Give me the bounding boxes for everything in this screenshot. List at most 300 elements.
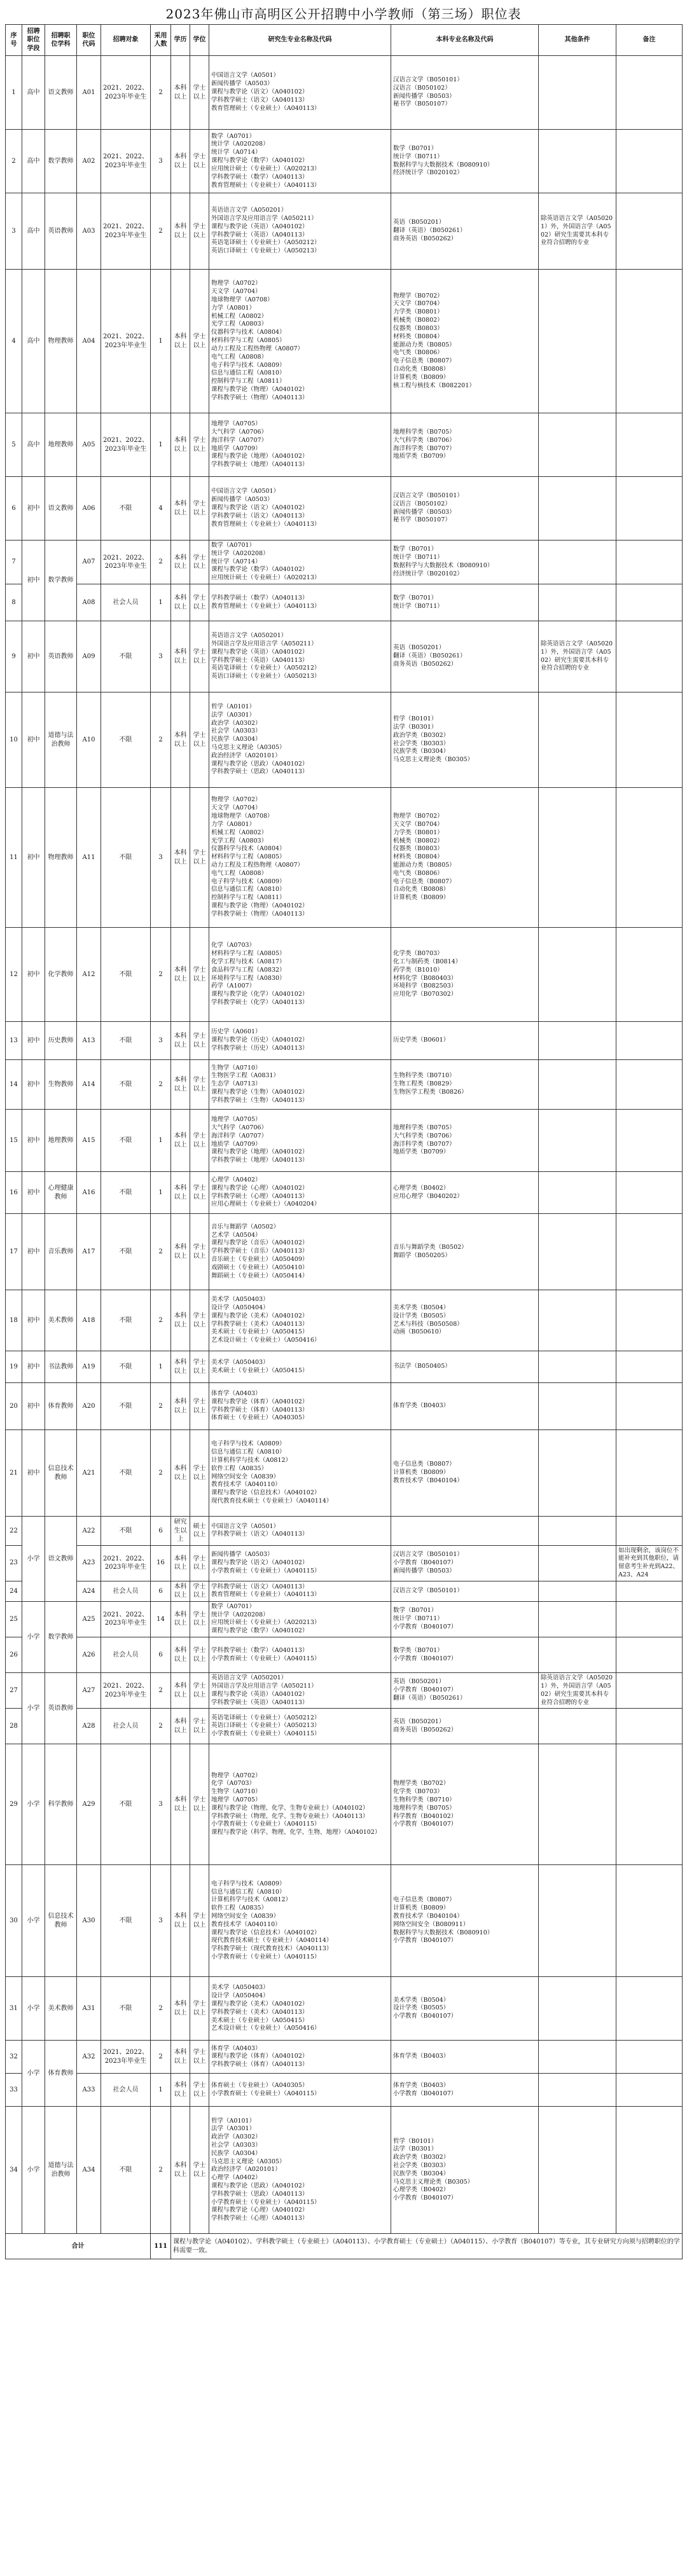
degree-cell: 学士以上 — [190, 1214, 209, 1290]
position-code: A15 — [77, 1110, 101, 1172]
subject-cell: 地理教师 — [45, 1110, 77, 1172]
headcount-cell: 2 — [151, 1060, 171, 1110]
education-cell: 本科以上 — [171, 1060, 190, 1110]
remark-cell — [616, 1351, 683, 1383]
headcount-cell: 3 — [151, 1022, 171, 1060]
education-cell: 本科以上 — [171, 1022, 190, 1060]
stage-cell: 初中 — [22, 692, 45, 788]
stage-cell: 小学 — [22, 2041, 45, 2107]
other-conditions — [539, 477, 616, 541]
other-conditions — [539, 413, 616, 477]
degree-cell: 学士以上 — [190, 130, 209, 193]
subject-cell: 英语教师 — [45, 1673, 77, 1744]
stage-cell: 初中 — [22, 1110, 45, 1172]
graduate-majors: 英语笔译硕士（专业硕士）（A050212） 英语口译硕士（专业硕士）（A050213） 小学教育硕士（专业硕士）（A040115） — [209, 1709, 391, 1744]
degree-cell: 学士以上 — [190, 1744, 209, 1865]
remark-cell — [616, 1581, 683, 1601]
row-number: 28 — [6, 1709, 22, 1744]
graduate-majors: 地理学（A0705） 大气科学（A0706） 海洋科学（A0707） 地质学（A0709） 课程与教学论（地理）（A040102） 学科教学硕士（地理）（A040113） — [209, 1110, 391, 1172]
other-conditions — [539, 1214, 616, 1290]
table-row — [6, 1060, 683, 1110]
undergrad-majors: 美术学类（B0504） 设计学类（B0505） 艺术与科技（B050508） 动画（B050610） — [391, 1290, 539, 1351]
other-conditions — [539, 56, 616, 130]
row-number: 29 — [6, 1744, 22, 1865]
stage-cell: 初中 — [22, 1214, 45, 1290]
other-conditions — [539, 1744, 616, 1865]
target-cell: 社会人员 — [101, 1581, 151, 1601]
undergrad-majors: 英语（B050201） 翻译（英语）（B050261） 商务英语（B050262） — [391, 193, 539, 270]
subject-cell: 英语教师 — [45, 621, 77, 692]
table-row — [6, 2041, 683, 2074]
graduate-majors: 化学（A0703） 材料科学与工程（A0805） 化学工程与技术（A0817） 食品科学与工程（A0832） 环境科学与工程（A0830） 药学（A1007） 课程与教学论（化学）（A040102） 学科教学硕士（化学）（A040113） — [209, 928, 391, 1022]
education-cell: 本科以上 — [171, 1214, 190, 1290]
target-cell: 2021、2022、2023年毕业生 — [101, 56, 151, 130]
other-conditions — [539, 2041, 616, 2074]
headcount-cell: 6 — [151, 1517, 171, 1546]
table-row — [6, 541, 683, 584]
subject-cell: 生物教师 — [45, 1060, 77, 1110]
degree-cell: 学士以上 — [190, 1709, 209, 1744]
remark-cell — [616, 1110, 683, 1172]
target-cell: 不限 — [101, 788, 151, 928]
undergrad-majors — [391, 1517, 539, 1546]
degree-cell: 学士以上 — [190, 1581, 209, 1601]
other-conditions — [539, 2074, 616, 2107]
degree-cell: 学士以上 — [190, 1545, 209, 1581]
table-row — [6, 788, 683, 928]
undergrad-majors: 生物科学类（B0710） 生物工程类（B0829） 生物医学工程类（B0826） — [391, 1060, 539, 1110]
column-header: 职位 代码 — [77, 25, 101, 56]
table-row — [6, 621, 683, 692]
table-row — [6, 584, 683, 621]
education-cell: 本科以上 — [171, 1351, 190, 1383]
subject-cell: 心理健康教师 — [45, 1172, 77, 1214]
subject-cell: 语文教师 — [45, 56, 77, 130]
remark-cell — [616, 1430, 683, 1517]
graduate-majors: 英语语言文学（A050201） 外国语言学及应用语言学（A050211） 课程与教学论（英语）（A040102） 学科教学硕士（英语）（A040113） 英语笔译硕士（专业硕士）（A050212） 英语口译硕士（专业硕士）（A050213） — [209, 621, 391, 692]
undergrad-majors: 美术学类（B0504） 设计学类（B0505） 小学教育（B040107） — [391, 1977, 539, 2041]
education-cell: 本科以上 — [171, 1673, 190, 1709]
graduate-majors: 生物学（A0710） 生物医学工程（A0831） 生态学（A0713） 课程与教学论（生物）（A040102） 学科教学硕士（生物）（A040113） — [209, 1060, 391, 1110]
row-number: 8 — [6, 584, 22, 621]
subject-cell: 物理教师 — [45, 788, 77, 928]
education-cell: 本科以上 — [171, 788, 190, 928]
position-code: A13 — [77, 1022, 101, 1060]
other-conditions — [539, 1430, 616, 1517]
position-code: A29 — [77, 1744, 101, 1865]
headcount-cell: 1 — [151, 413, 171, 477]
position-code: A25 — [77, 1601, 101, 1637]
other-conditions: 除英语语言文学（A050201）外，外国语言学（A0502）研究生需要其本科专业符合招聘的专业 — [539, 193, 616, 270]
target-cell: 2021、2022、2023年毕业生 — [101, 1601, 151, 1637]
education-cell: 本科以上 — [171, 1172, 190, 1214]
other-conditions — [539, 928, 616, 1022]
education-cell: 本科以上 — [171, 1430, 190, 1517]
graduate-majors: 物理学（A0702） 天文学（A0704） 地球物理学（A0708） 力学（A0801） 机械工程（A0802） 光学工程（A0803） 仪器科学与技术（A0804） 材料科学与工程（A0805） 动力工程及工程热物理（A0807） 电气工程（A0808） 电子科学与技术（A0809） 信息与通信工程（A0810） 控制科学与工程（A0811） 课程与教学论（物理）（A040102） 学科教学硕士（物理）（A040113） — [209, 788, 391, 928]
other-conditions — [539, 1865, 616, 1977]
undergrad-majors: 汉语言文学（B050101） 小学教育（B040107） 新闻传播学（B0503） — [391, 1545, 539, 1581]
row-number: 7 — [6, 541, 22, 584]
subject-cell: 语文教师 — [45, 477, 77, 541]
headcount-cell: 6 — [151, 1637, 171, 1673]
target-cell: 不限 — [101, 621, 151, 692]
target-cell: 2021、2022、2023年毕业生 — [101, 1545, 151, 1581]
row-number: 25 — [6, 1601, 22, 1637]
education-cell: 本科以上 — [171, 1601, 190, 1637]
table-row — [6, 1110, 683, 1172]
remark-cell — [616, 477, 683, 541]
remark-cell — [616, 1383, 683, 1430]
education-cell: 本科以上 — [171, 2107, 190, 2234]
graduate-majors: 英语语言文学（A050201） 外国语言学及应用语言学（A050211） 课程与教学论（英语）（A040102） 学科教学硕士（英语）（A040113） 英语笔译硕士（专业硕士）（A050212） 英语口译硕士（专业硕士）（A050213） — [209, 193, 391, 270]
table-row — [6, 1673, 683, 1709]
stage-cell: 初中 — [22, 541, 45, 621]
subject-cell: 英语教师 — [45, 193, 77, 270]
position-code: A32 — [77, 2041, 101, 2074]
education-cell: 本科以上 — [171, 1865, 190, 1977]
graduate-majors: 地理学（A0705） 大气科学（A0706） 海洋科学（A0707） 地质学（A0709） 课程与教学论（地理）（A040102） 学科教学硕士（地理）（A040113） — [209, 413, 391, 477]
row-number: 17 — [6, 1214, 22, 1290]
table-row — [6, 1709, 683, 1744]
other-conditions — [539, 1172, 616, 1214]
undergrad-majors: 地理科学类（B0705） 大气科学类（B0706） 海洋科学类（B0707） 地质学类（B0709） — [391, 1110, 539, 1172]
position-table — [5, 24, 683, 2259]
headcount-cell: 1 — [151, 270, 171, 413]
graduate-majors: 体育硕士（专业硕士）（A040305） 小学教育硕士（专业硕士）（A040115） — [209, 2074, 391, 2107]
graduate-majors: 学科教学硕士（数学）（A040113） 小学教育硕士（专业硕士）（A040115） — [209, 1637, 391, 1673]
subject-cell: 书法教师 — [45, 1351, 77, 1383]
headcount-cell: 2 — [151, 2041, 171, 2074]
stage-cell: 初中 — [22, 788, 45, 928]
degree-cell: 学士以上 — [190, 1977, 209, 2041]
subject-cell: 物理教师 — [45, 270, 77, 413]
subject-cell: 体育教师 — [45, 1383, 77, 1430]
other-conditions — [539, 1601, 616, 1637]
education-cell: 本科以上 — [171, 1290, 190, 1351]
position-code: A31 — [77, 1977, 101, 2041]
total-count: 111 — [151, 2234, 171, 2259]
column-header: 研究生专业名称及代码 — [209, 25, 391, 56]
row-number: 2 — [6, 130, 22, 193]
position-code: A08 — [77, 584, 101, 621]
target-cell: 不限 — [101, 1430, 151, 1517]
remark-cell — [616, 1709, 683, 1744]
education-cell: 本科以上 — [171, 193, 190, 270]
remark-cell — [616, 928, 683, 1022]
graduate-majors: 心理学（A0402） 课程与教学论（心理）（A040102） 学科教学硕士（心理）（A040113） 应用心理硕士（专业硕士）（A040204） — [209, 1172, 391, 1214]
column-header: 学历 — [171, 25, 190, 56]
stage-cell: 高中 — [22, 270, 45, 413]
headcount-cell: 6 — [151, 1581, 171, 1601]
other-conditions — [539, 1060, 616, 1110]
stage-cell: 小学 — [22, 1517, 45, 1602]
position-code: A14 — [77, 1060, 101, 1110]
remark-cell — [616, 413, 683, 477]
table-row — [6, 928, 683, 1022]
education-cell: 本科以上 — [171, 270, 190, 413]
target-cell: 不限 — [101, 1060, 151, 1110]
target-cell: 2021、2022、2023年毕业生 — [101, 413, 151, 477]
headcount-cell: 3 — [151, 1744, 171, 1865]
stage-cell: 小学 — [22, 2107, 45, 2234]
position-code: A20 — [77, 1383, 101, 1430]
education-cell: 本科以上 — [171, 1977, 190, 2041]
headcount-cell: 3 — [151, 1865, 171, 1977]
subject-cell: 语文教师 — [45, 1517, 77, 1602]
degree-cell: 学士以上 — [190, 1060, 209, 1110]
table-row — [6, 1977, 683, 2041]
education-cell: 本科以上 — [171, 692, 190, 788]
table-row — [6, 413, 683, 477]
row-number: 20 — [6, 1383, 22, 1430]
target-cell: 不限 — [101, 1351, 151, 1383]
remark-cell — [616, 1977, 683, 2041]
headcount-cell: 2 — [151, 1673, 171, 1709]
graduate-majors: 历史学（A0601） 课程与教学论（历史）（A040102） 学科教学硕士（历史）（A040113） — [209, 1022, 391, 1060]
table-row — [6, 2074, 683, 2107]
position-code: A03 — [77, 193, 101, 270]
undergrad-majors: 物理学（B0702） 天文学（B0704） 力学类（B0801） 机械类（B0802） 仪器类（B0803） 材料类（B0804） 能源动力类（B0805） 电气类（B0806） 电子信息类（B0807） 自动化类（B0808） 计算机类（B0809） — [391, 788, 539, 928]
other-conditions — [539, 1351, 616, 1383]
undergrad-majors: 英语（B050201） 小学教育（B040107） 翻译（英语）（B050261） — [391, 1673, 539, 1709]
other-conditions — [539, 788, 616, 928]
stage-cell: 初中 — [22, 477, 45, 541]
graduate-majors: 体育学（A0403） 课程与教学论（体育）（A040102） 学科教学硕士（体育）（A040113） — [209, 2041, 391, 2074]
headcount-cell: 16 — [151, 1545, 171, 1581]
target-cell: 不限 — [101, 1172, 151, 1214]
total-row — [6, 2234, 683, 2259]
graduate-majors: 中国语言文学（A0501） 新闻传播学（A0503） 课程与教学论（语文）（A040102） 学科教学硕士（语文）（A040113） 教育管理硕士（专业硕士）（A040113） — [209, 477, 391, 541]
other-conditions — [539, 270, 616, 413]
position-code: A11 — [77, 788, 101, 928]
position-code: A27 — [77, 1673, 101, 1709]
headcount-cell: 2 — [151, 1290, 171, 1351]
table-row — [6, 270, 683, 413]
subject-cell: 美术教师 — [45, 1977, 77, 2041]
position-code: A33 — [77, 2074, 101, 2107]
row-number: 30 — [6, 1865, 22, 1977]
other-conditions — [539, 1517, 616, 1546]
graduate-majors: 美术学（A050403） 美术硕士（专业硕士）（A050415） — [209, 1351, 391, 1383]
table-header-row — [6, 25, 683, 56]
position-code: A07 — [77, 541, 101, 584]
headcount-cell: 2 — [151, 1383, 171, 1430]
remark-cell — [616, 1517, 683, 1546]
stage-cell: 高中 — [22, 193, 45, 270]
column-header: 招聘职 位学科 — [45, 25, 77, 56]
graduate-majors: 中国语言文学（A0501） 新闻传播学（A0503） 课程与教学论（语文）（A040102） 学科教学硕士（语文）（A040113） 教育管理硕士（专业硕士）（A040113） — [209, 56, 391, 130]
row-number: 18 — [6, 1290, 22, 1351]
education-cell: 本科以上 — [171, 1110, 190, 1172]
stage-cell: 初中 — [22, 1060, 45, 1110]
target-cell: 不限 — [101, 1214, 151, 1290]
headcount-cell: 2 — [151, 1709, 171, 1744]
degree-cell: 学士以上 — [190, 2041, 209, 2074]
undergrad-majors: 化学类（B0703） 化工与制药类（B0814） 药学类（B1010） 材料化学（B080403） 环境科学（B082503） 应用化学（B070302） — [391, 928, 539, 1022]
undergrad-majors: 书法学（B050405） — [391, 1351, 539, 1383]
table-row — [6, 130, 683, 193]
degree-cell: 学士以上 — [190, 1290, 209, 1351]
table-row — [6, 1172, 683, 1214]
target-cell: 不限 — [101, 1744, 151, 1865]
target-cell: 2021、2022、2023年毕业生 — [101, 1673, 151, 1709]
undergrad-majors: 数学类（B0701） 小学教育（B040107） — [391, 1637, 539, 1673]
stage-cell: 初中 — [22, 621, 45, 692]
position-code: A12 — [77, 928, 101, 1022]
graduate-majors: 美术学（A050403） 设计学（A050404） 课程与教学论（美术）（A040102） 学科教学硕士（美术）（A040113） 美术硕士（专业硕士）（A050415） 艺术设计硕士（专业硕士）（A050416） — [209, 1290, 391, 1351]
headcount-cell: 1 — [151, 1351, 171, 1383]
target-cell: 2021、2022、2023年毕业生 — [101, 270, 151, 413]
undergrad-majors: 汉语言文学（B050101） — [391, 1581, 539, 1601]
education-cell: 本科以上 — [171, 1637, 190, 1673]
target-cell: 不限 — [101, 2107, 151, 2234]
position-code: A30 — [77, 1865, 101, 1977]
undergrad-majors: 汉语言文学（B050101） 汉语言（B050102） 新闻传播学（B0503） 秘书学（B050107） — [391, 56, 539, 130]
table-row — [6, 477, 683, 541]
degree-cell: 学士以上 — [190, 928, 209, 1022]
other-conditions — [539, 541, 616, 584]
position-code: A02 — [77, 130, 101, 193]
undergrad-majors: 体育学类（B0403） 小学教育（B040107） — [391, 2074, 539, 2107]
column-header: 本科专业名称及代码 — [391, 25, 539, 56]
undergrad-majors: 音乐与舞蹈学类（B0502） 舞蹈学（B050205） — [391, 1214, 539, 1290]
target-cell: 2021、2022、2023年毕业生 — [101, 193, 151, 270]
degree-cell: 学士以上 — [190, 193, 209, 270]
undergrad-majors: 物理学类（B0702） 化学类（B0703） 生物科学类（B0710） 地理科学类（B0705） 科学教育（B040102） 小学教育（B040107） — [391, 1744, 539, 1865]
row-number: 5 — [6, 413, 22, 477]
graduate-majors: 物理学（A0702） 天文学（A0704） 地球物理学（A0708） 力学（A0801） 机械工程（A0802） 光学工程（A0803） 仪器科学与技术（A0804） 材料科学与工程（A0805） 动力工程及工程热物理（A0807） 电气工程（A0808） 电子科学与技术（A0809） 信息与通信工程（A0810） 控制科学与工程（A0811） 课程与教学论（物理）（A040102） 学科教学硕士（物理）（A040113） — [209, 270, 391, 413]
row-number: 16 — [6, 1172, 22, 1214]
headcount-cell: 2 — [151, 1430, 171, 1517]
table-row — [6, 1517, 683, 1546]
other-conditions — [539, 1290, 616, 1351]
total-label: 合计 — [6, 2234, 151, 2259]
table-row — [6, 1430, 683, 1517]
degree-cell: 学士以上 — [190, 1383, 209, 1430]
headcount-cell: 3 — [151, 621, 171, 692]
graduate-majors: 体育学（A0403） 课程与教学论（体育）（A040102） 学科教学硕士（体育）（A040113） 体育硕士（专业硕士）（A040305） — [209, 1383, 391, 1430]
education-cell: 本科以上 — [171, 1581, 190, 1601]
subject-cell: 数学教师 — [45, 1601, 77, 1672]
other-conditions — [539, 130, 616, 193]
graduate-majors: 电子科学与技术（A0809） 信息与通信工程（A0810） 计算机科学与技术（A0812） 软件工程（A0835） 网络空间安全（A0839） 教育技术学（A040110） 课程与教学论（信息技术）（A040102） 现代教育技术硕士（专业硕士）（A040114） 学科教学硕士（现代教育技术）（A040113） 小学教育硕士（专业硕士）（A040115） — [209, 1865, 391, 1977]
position-code: A09 — [77, 621, 101, 692]
stage-cell: 高中 — [22, 130, 45, 193]
position-code: A24 — [77, 1581, 101, 1601]
row-number: 3 — [6, 193, 22, 270]
column-header: 备注 — [616, 25, 683, 56]
graduate-majors: 新闻传播学（A0503） 课程与教学论（语文）（A040102） 小学教育硕士（专业硕士）（A040115） — [209, 1545, 391, 1581]
target-cell: 2021、2022、2023年毕业生 — [101, 541, 151, 584]
headcount-cell: 1 — [151, 584, 171, 621]
table-row — [6, 1022, 683, 1060]
degree-cell: 学士以上 — [190, 270, 209, 413]
undergrad-majors: 体育学类（B0403） — [391, 1383, 539, 1430]
target-cell: 社会人员 — [101, 1637, 151, 1673]
table-row — [6, 56, 683, 130]
education-cell: 本科以上 — [171, 1709, 190, 1744]
education-cell: 本科以上 — [171, 477, 190, 541]
position-code: A01 — [77, 56, 101, 130]
headcount-cell: 2 — [151, 1214, 171, 1290]
row-number: 15 — [6, 1110, 22, 1172]
headcount-cell: 2 — [151, 541, 171, 584]
education-cell: 本科以上 — [171, 2041, 190, 2074]
stage-cell: 小学 — [22, 1977, 45, 2041]
row-number: 32 — [6, 2041, 22, 2074]
target-cell: 不限 — [101, 1290, 151, 1351]
remark-cell — [616, 193, 683, 270]
other-conditions — [539, 1022, 616, 1060]
other-conditions — [539, 1977, 616, 2041]
undergrad-majors: 数学（B0701） 统计学（B0711） 数据科学与大数据技术（B080910） 经济统计学（B020102） — [391, 130, 539, 193]
remark-cell — [616, 2074, 683, 2107]
row-number: 12 — [6, 928, 22, 1022]
table-row — [6, 1290, 683, 1351]
degree-cell: 学士以上 — [190, 477, 209, 541]
degree-cell: 学士以上 — [190, 2107, 209, 2234]
table-row — [6, 1214, 683, 1290]
table-row — [6, 1744, 683, 1865]
stage-cell: 小学 — [22, 1601, 45, 1672]
education-cell: 本科以上 — [171, 413, 190, 477]
remark-cell — [616, 2107, 683, 2234]
remark-cell — [616, 692, 683, 788]
education-cell: 本科以上 — [171, 1545, 190, 1581]
subject-cell: 地理教师 — [45, 413, 77, 477]
remark-cell — [616, 1060, 683, 1110]
graduate-majors: 物理学（A0702） 化学（A0703） 生物学（A0710） 地理学（A0705） 课程与教学论（物理、化学、生物专业硕士）（A040102） 学科教学硕士（物理、化学、生物专业硕士）（A040113） 小学教育硕士（专业硕士）（A040115） 课程与教学论（科学、物理、化学、生物、地理）（A040102） — [209, 1744, 391, 1865]
remark-cell — [616, 130, 683, 193]
row-number: 1 — [6, 56, 22, 130]
other-conditions — [539, 2107, 616, 2234]
headcount-cell: 3 — [151, 130, 171, 193]
position-code: A16 — [77, 1172, 101, 1214]
education-cell: 本科以上 — [171, 1383, 190, 1430]
target-cell: 不限 — [101, 1110, 151, 1172]
remark-cell — [616, 2041, 683, 2074]
column-header: 招聘对象 — [101, 25, 151, 56]
degree-cell: 学士以上 — [190, 1351, 209, 1383]
stage-cell: 初中 — [22, 928, 45, 1022]
target-cell: 不限 — [101, 928, 151, 1022]
other-conditions: 除英语语言文学（A050201）外，外国语言学（A0502）研究生需要其本科专业符合招聘的专业 — [539, 621, 616, 692]
headcount-cell: 14 — [151, 1601, 171, 1637]
headcount-cell: 2 — [151, 2107, 171, 2234]
headcount-cell: 1 — [151, 2074, 171, 2107]
graduate-majors: 哲学（A0101） 法学（A0301） 政治学（A0302） 社会学（A0303） 民族学（A0304） 马克思主义理论（A0305） 政治经济学（A020101） 心理学（A0402） 课程与教学论（思政）（A040102） 学科教学硕士（思政）（A040113） 小学教育硕士（专业硕士）（A040115） 课程与教学论（心理）（A040102） 学科教学硕士（心理）（A040113） — [209, 2107, 391, 2234]
stage-cell: 初中 — [22, 1383, 45, 1430]
row-number: 9 — [6, 621, 22, 692]
subject-cell: 科学教师 — [45, 1744, 77, 1865]
headcount-cell: 2 — [151, 56, 171, 130]
stage-cell: 初中 — [22, 1351, 45, 1383]
remark-cell — [616, 1290, 683, 1351]
degree-cell: 学士以上 — [190, 584, 209, 621]
subject-cell: 数学教师 — [45, 541, 77, 621]
table-row — [6, 2107, 683, 2234]
degree-cell: 学士以上 — [190, 2074, 209, 2107]
position-code: A17 — [77, 1214, 101, 1290]
undergrad-majors: 英语（B050201） 商务英语（B050262） — [391, 1709, 539, 1744]
column-header: 学位 — [190, 25, 209, 56]
undergrad-majors: 历史学类（B0601） — [391, 1022, 539, 1060]
remark-cell: 如出现剩余，该岗位不能补充到其他职位，请留意考生补充到A22、A23、A24 — [616, 1545, 683, 1581]
education-cell: 本科以上 — [171, 130, 190, 193]
other-conditions — [539, 1545, 616, 1581]
remark-cell — [616, 1865, 683, 1977]
remark-cell — [616, 584, 683, 621]
